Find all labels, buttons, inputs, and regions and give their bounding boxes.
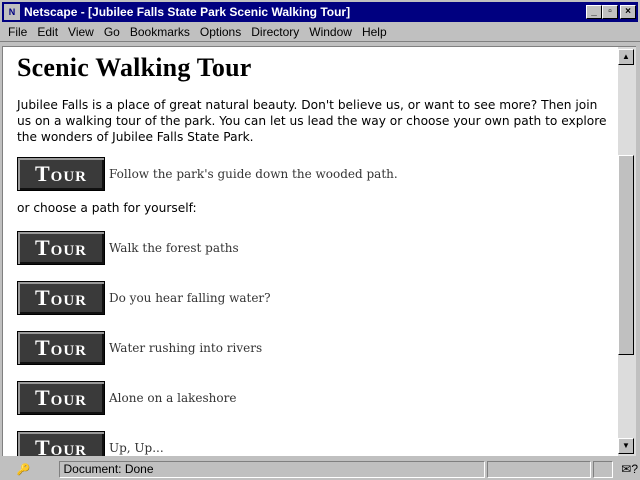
menu-bookmarks[interactable]: Bookmarks <box>129 24 190 39</box>
forest-tour-description: Walk the forest paths <box>109 241 239 255</box>
progress-field <box>487 461 592 478</box>
lakeshore-tour-button[interactable] <box>17 381 105 415</box>
guided-tour-description: Follow the park's guide down the wooded path. <box>109 167 398 181</box>
choose-path-text: or choose a path for yourself: <box>17 201 197 215</box>
up-tour-button[interactable] <box>17 431 105 456</box>
page-content <box>2 46 618 456</box>
close-button[interactable]: × <box>620 5 636 19</box>
scroll-up-arrow-icon[interactable]: ▲ <box>618 49 634 65</box>
menu-directory[interactable]: Directory <box>251 24 300 39</box>
tour-row-lakeshore <box>17 381 618 415</box>
window-title: Netscape - [Jubilee Falls State Park Scenic Walking Tour] <box>24 5 351 19</box>
scrollbar-thumb[interactable] <box>618 155 634 355</box>
tour-button-label: Tour <box>34 285 87 310</box>
tour-button-label: Tour <box>34 335 87 360</box>
vertical-scrollbar[interactable] <box>618 46 636 456</box>
tour-row-falling-water <box>17 281 618 315</box>
tour-row-forest <box>17 231 618 265</box>
up-tour-description: Up, Up... <box>109 441 164 455</box>
rivers-tour-description: Water rushing into rivers <box>109 341 263 355</box>
minimize-button[interactable]: _ <box>586 5 602 19</box>
tour-row-up <box>17 431 618 456</box>
status-end-field <box>593 461 613 478</box>
tour-row-rivers <box>17 331 618 365</box>
page-title: Scenic Walking Tour <box>17 53 252 82</box>
menu-file[interactable]: File <box>8 24 28 39</box>
menu-bar <box>0 22 640 42</box>
menu-view[interactable]: View <box>68 24 94 39</box>
scroll-down-arrow-icon[interactable]: ▼ <box>618 438 634 454</box>
title-bar <box>0 0 640 22</box>
netscape-logo-icon: N <box>4 4 20 20</box>
maximize-button[interactable]: ▫ <box>602 5 618 19</box>
menu-help[interactable]: Help <box>361 24 387 39</box>
tour-button-label: Tour <box>34 435 87 456</box>
status-bar <box>0 458 640 480</box>
key-icon[interactable]: 🔑 <box>16 463 31 476</box>
tour-button-label: Tour <box>34 385 87 410</box>
tour-button-label: Tour <box>34 161 87 186</box>
status-text: Document: Done <box>59 461 484 478</box>
intro-paragraph: Jubilee Falls is a place of great natural beauty. Don't believe us, or want to see more? Then join us on a walking tour of the park. You can let us lead the way or choose your own path to explore the wonders of Jubilee Falls State Park. <box>17 98 607 144</box>
guided-tour-row <box>17 157 618 191</box>
menu-window[interactable]: Window <box>309 24 352 39</box>
guided-tour-button[interactable] <box>17 157 105 191</box>
menu-go[interactable]: Go <box>103 24 120 39</box>
tour-button-label: Tour <box>34 235 87 260</box>
mail-icon[interactable]: ✉? <box>621 462 638 476</box>
rivers-tour-button[interactable] <box>17 331 105 365</box>
falling-water-tour-button[interactable] <box>17 281 105 315</box>
menu-edit[interactable]: Edit <box>37 24 59 39</box>
menu-options[interactable]: Options <box>199 24 242 39</box>
forest-tour-button[interactable] <box>17 231 105 265</box>
falling-water-tour-description: Do you hear falling water? <box>109 291 271 305</box>
lakeshore-tour-description: Alone on a lakeshore <box>109 391 237 405</box>
